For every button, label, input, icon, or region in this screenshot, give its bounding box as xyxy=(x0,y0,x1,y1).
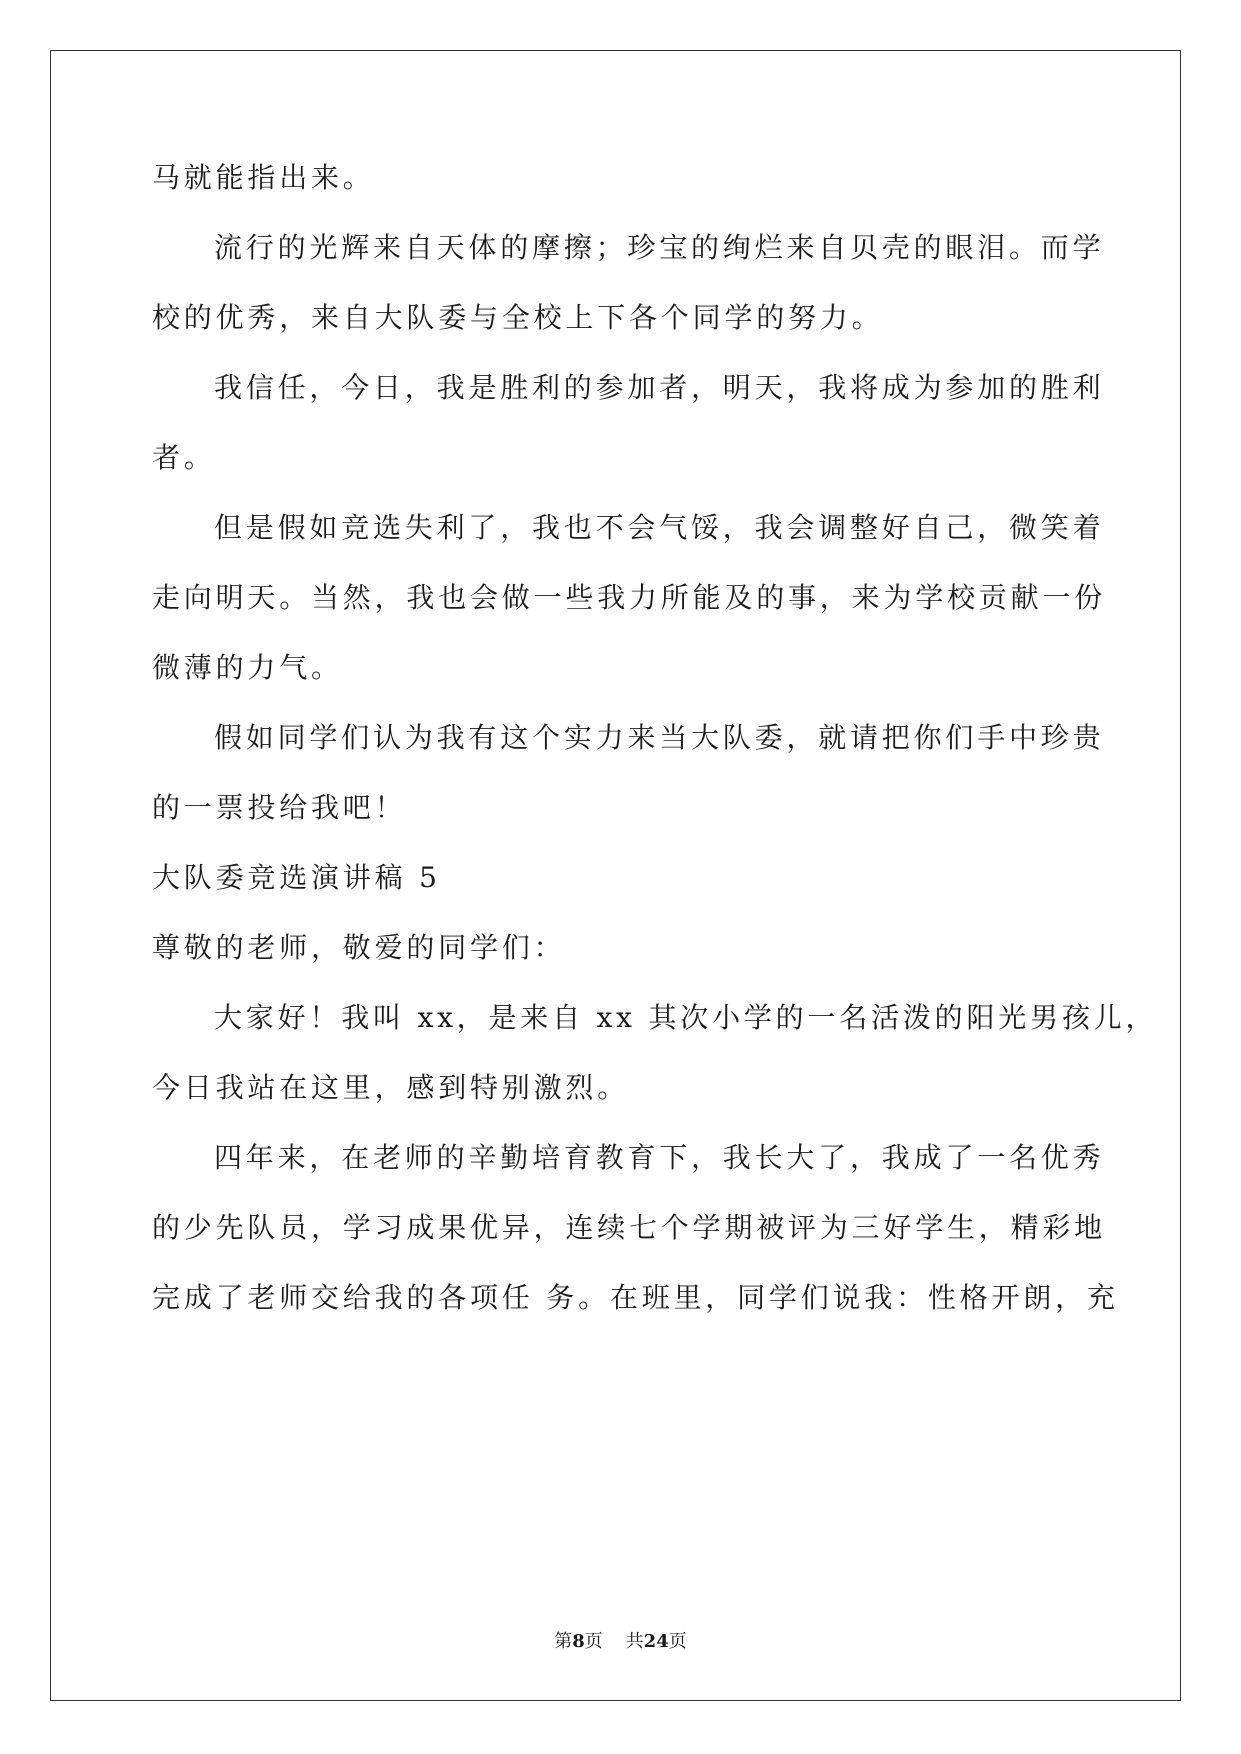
text-line: 微薄的力气。 xyxy=(152,651,343,684)
current-page-number: 8 xyxy=(572,1631,585,1652)
paragraph-line: 我信任，今日，我是胜利的参加者，明天，我将成为参加的胜利 xyxy=(214,371,1105,404)
text-line: 者。 xyxy=(152,441,216,474)
footer-suffix: 页 xyxy=(668,1631,687,1652)
text-line: 马就能指出来。 xyxy=(152,161,375,194)
paragraph-line: 大家好！我叫 xx，是来自 xx 其次小学的一名活泼的阳光男孩儿， xyxy=(214,1001,1158,1034)
section-heading: 大队委竞选演讲稿 5 xyxy=(152,861,441,894)
text-line: 校的优秀，来自大队委与全校上下各个同学的努力。 xyxy=(152,301,884,334)
text-line: 的少先队员，学习成果优异，连续七个学期被评为三好学生，精彩地 xyxy=(152,1211,1107,1244)
paragraph-line: 假如同学们认为我有这个实力来当大队委，就请把你们手中珍贵 xyxy=(214,721,1105,754)
total-pages-number: 24 xyxy=(643,1631,669,1652)
text-line: 今日我站在这里，感到特别激烈。 xyxy=(152,1071,630,1104)
salutation: 尊敬的老师，敬爱的同学们： xyxy=(152,931,566,964)
paragraph-line: 流行的光辉来自天体的摩擦；珍宝的绚烂来自贝壳的眼泪。而学 xyxy=(214,231,1105,264)
text-line: 走向明天。当然，我也会做一些我力所能及的事，来为学校贡献一份 xyxy=(152,581,1107,614)
footer-middle: 页 共 xyxy=(584,1631,644,1652)
page-number-footer xyxy=(0,1630,1241,1654)
paragraph-line: 四年来，在老师的辛勤培育教育下，我长大了，我成了一名优秀 xyxy=(214,1141,1105,1174)
text-line: 完成了老师交给我的各项任 务。在班里，同学们说我：性格开朗，充 xyxy=(152,1281,1119,1314)
footer-prefix: 第 xyxy=(554,1631,573,1652)
text-line: 的一票投给我吧！ xyxy=(152,791,407,824)
paragraph-line: 但是假如竞选失利了，我也不会气馁，我会调整好自己，微笑着 xyxy=(214,511,1105,544)
